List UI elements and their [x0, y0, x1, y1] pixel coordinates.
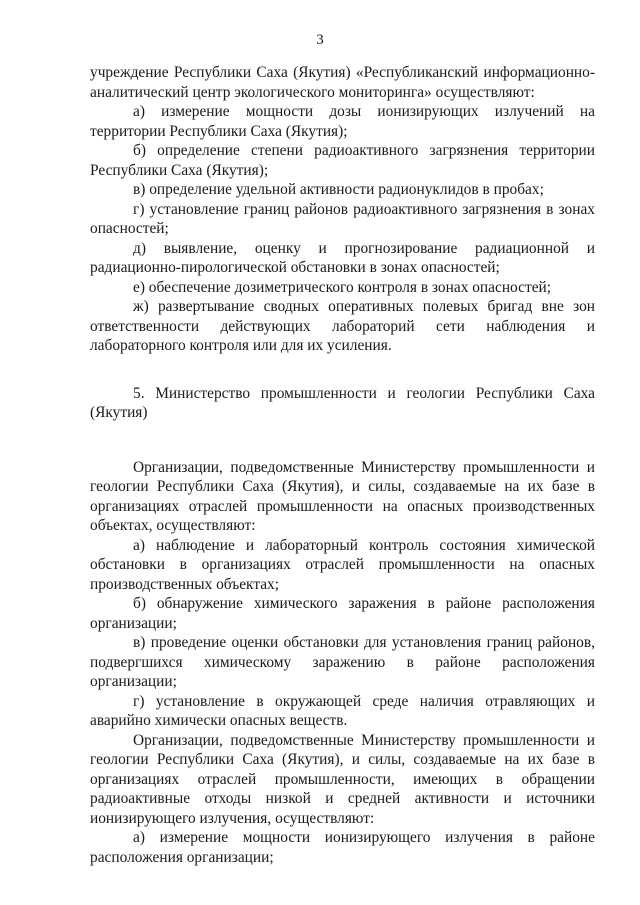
list-item: а) измерение мощности дозы ионизирующих излучений на территории Республики Саха (Якутия); — [90, 103, 595, 140]
document-body — [90, 63, 595, 867]
list-item: а) наблюдение и лабораторный контроль состояния химической обстановки в организациях отраслей промышленности на опасных производственных объектах; — [90, 536, 595, 593]
list-item: г) установление в окружающей среде наличия отравляющих и аварийно химически опасных веществ. — [90, 692, 595, 729]
list-item: е) обеспечение дозиметрического контроля в зонах опасностей; — [133, 278, 552, 296]
list-item: б) обнаружение химического заражения в районе расположения организации; — [90, 595, 595, 632]
list-item: б) определение степени радиоактивного загрязнения территории Республики Саха (Якутия); — [90, 142, 595, 179]
page-number: 3 — [316, 32, 324, 48]
list-item: ж) развертывание сводных оперативных полевых бригад вне зон ответственности действующих лабораторий сети наблюдения и лабораторного контроля или для их усиления. — [90, 298, 595, 354]
list-item: в) проведение оценки обстановки для установления границ районов, подвергшихся химическому заражению в районе расположения организации; — [90, 634, 595, 690]
list-item: д) выявление, оценку и прогнозирование радиационной и радиационно-пирологической обстановки в зонах опасностей; — [90, 239, 595, 276]
list-item: в) определение удельной активности радионуклидов в пробах; — [133, 181, 544, 198]
paragraph: учреждение Республики Саха (Якутия) «Республиканский информационно-аналитический центр экологического мониторинга» осуществляют: — [90, 64, 595, 101]
paragraph: Организации, подведомственные Министерству промышленности и геологии Республики Саха (Якутия), и силы, создаваемые на их базе в организациях отраслей промышленности, имеющих в обращении радиоактивные отходы низкой и средней активности и источники ионизирующего излучения, осуществляют: — [90, 731, 595, 827]
list-item: г) установление границ районов радиоактивного загрязнения в зонах опасностей; — [90, 200, 595, 237]
section-heading: 5. Министерство промышленности и геологии Республики Саха (Якутия) — [90, 384, 595, 421]
paragraph: Организации, подведомственные Министерству промышленности и геологии Республики Саха (Якутия), и силы, создаваемые на их базе в организациях отраслей промышленности на опасных производственных объектах, осуществляют: — [90, 458, 595, 534]
list-item: а) измерение мощности ионизирующего излучения в районе расположения организации; — [90, 829, 595, 866]
